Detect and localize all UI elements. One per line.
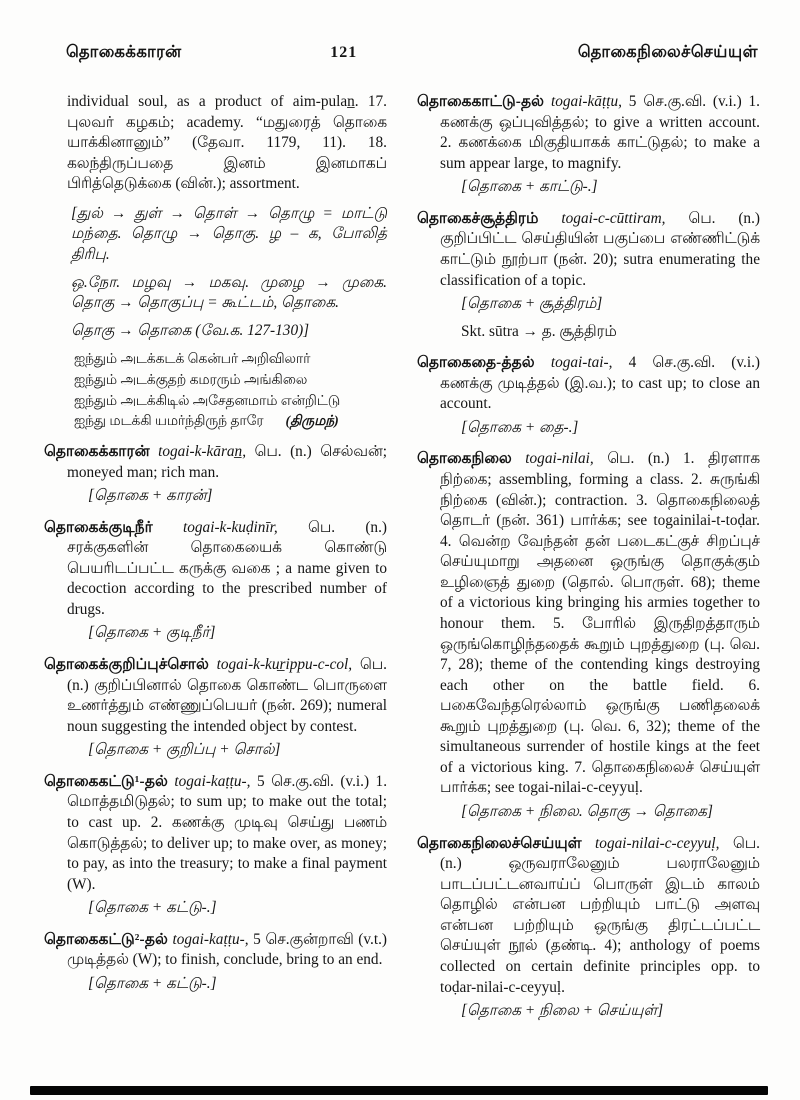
- entry-transliteration: togai-tai-,: [550, 354, 613, 372]
- entry-text: [417, 209, 760, 291]
- continuation-paragraph: individual soul, as a product of aim-pulan̲. 17. புலவர் கழகம்; academy. “மதுரைத் தொகை யாக்கினானும்” (தேவா. 1179, 11). 18. கலந்திருப்பதை இனம் இனமாகப் பிரித்தெடுக்கை (வின்.); assortment.: [67, 93, 387, 193]
- dictionary-entry: [417, 834, 760, 1022]
- entry-transliteration: togai-k-kāran̲,: [158, 442, 247, 460]
- entry-text: [44, 442, 387, 483]
- entry-headword: தொகைக்குடிநீர்: [44, 518, 153, 536]
- header-guide-word-left: தொகைக்காரன்: [66, 42, 182, 61]
- entry-definition: 5 செ.கு.வி. (v.i.) 1. மொத்தமிடுதல்; to sum up; to make out the total; to cast up. 2. கணக்கு முடிவு செய்து பணம் கொடுத்தல்; to deliver up; to make over, as money; to pay, as into the treasury; to make a final payment (W).: [67, 772, 388, 893]
- page-number: 121: [330, 44, 358, 61]
- two-column-body: [0, 64, 800, 1033]
- scan-edge-bar: [30, 1086, 768, 1095]
- entry-headword: தொகைக்குறிப்புச்சொல்: [44, 656, 209, 673]
- entry-etymology: [தொகை + கட்டு-.]: [88, 974, 217, 992]
- entry-etymology: [தொகை + காட்டு-.]: [461, 178, 598, 196]
- entry-loanword-note: Skt. sūtra → த. சூத்திரம்: [461, 322, 617, 340]
- entry-headword: தொகைதை-த்தல்: [417, 354, 535, 372]
- header-guide-word-right: தொகைநிலைச்செய்யுள்: [577, 42, 758, 61]
- entry-transliteration: togai-kaṭṭu-,: [174, 772, 251, 790]
- entry-definition: 5 செ.குன்றாவி (v.t.) முடித்தல் (W); to finish, conclude, bring to an end.: [67, 930, 387, 969]
- dictionary-entry: [417, 92, 760, 198]
- verse-line: ஐந்தும் அடக்குதற் கமரரும் அங்கிலை: [74, 371, 308, 387]
- dictionary-entry: [417, 449, 760, 822]
- entry-transliteration: togai-nilai,: [525, 450, 594, 468]
- entry-etymology: [தொகை + நிலை + செய்யுள்]: [461, 1002, 664, 1020]
- entry-etymology: [தொகை + குறிப்பு + சொல்]: [88, 741, 281, 759]
- entry-transliteration: togai-kāṭṭu,: [550, 93, 622, 110]
- entry-headword: தொகைகாட்டு-தல்: [417, 93, 545, 110]
- entry-headword: தொகைச்சூத்திரம்: [417, 209, 539, 227]
- entry-headword: தொகைகட்டு¹-தல்: [44, 772, 168, 790]
- entry-definition: பெ. (n.) 1. திரளாக நிற்கை; assembling, forming a class. 2. சுருங்கி நிற்கை (வின்.); contraction. 3. தொகைநிலைத் தொடர் (நன். 361) பார்க்க; see togainilai-t-toḍar. 4. வென்ற வேந்தன் தன் படைகட்குச் சிறப்புச் செய்யுமாறு அதனை ஒருங்கு தொகுக்கும் உழிஞைத் துறை (தொல். பொருள். 68); theme of a victorious king bringing his armies together to honour them. 5. போரில் இருதிறத்தாரும் ஒருங்கொழிந்ததைக் கூறும் புறத்துறை (பு. வெ. 7, 28); theme of the contending kings destroying each other on the battle field. 6. பகைவேந்தரெல்லாம் ஒருங்கு பணிதலைக் கூறும் புறத்துறை (பு. வெ. 6, 32); theme of the simultaneous surrender of hostile kings at the feet of a victorious king. 7. தொகைநிலைச் செய்யுள் பார்க்க; see togai-nilai-c-ceyyuḷ.: [440, 450, 760, 797]
- dictionary-entry: [44, 930, 387, 995]
- derivation-line: தொகு → தொகை (வே.க. 127-130)]: [71, 321, 310, 339]
- right-column: [417, 92, 760, 1033]
- dictionary-entry: [44, 655, 387, 761]
- derivation-line: ஒ.நோ. மழவு → மகவு. முழை → முகை. தொகு → தொகுப்பு = கூட்டம், தொகை.: [71, 273, 387, 312]
- entry-etymology: [தொகை + தை-.]: [461, 418, 579, 436]
- dictionary-entry: [44, 442, 387, 507]
- dictionary-entry: [44, 518, 387, 644]
- verse-line-text: ஐந்து மடக்கி யமர்ந்திருந் தாரே: [74, 413, 264, 429]
- verse-line: ஐந்தும் அடக்கடக் கென்பர் அறிவிலார்: [74, 351, 311, 367]
- entry-text: [417, 353, 760, 415]
- entry-headword: தொகைகட்டு²-தல்: [44, 930, 168, 948]
- entry-definition: 5 செ.கு.வி. (v.i.) 1. கணக்கு ஒப்புவித்தல்; to give a written account. 2. கணக்கை மிகுதியாகக் காட்டுதல்; to make a sum appear large, to magnify.: [440, 93, 761, 172]
- verse-quote: [74, 349, 387, 432]
- entry-text: [417, 92, 760, 174]
- dictionary-entry: [417, 353, 760, 438]
- left-column: [44, 92, 387, 1033]
- entry-headword: தொகைநிலைச்செய்யுள்: [417, 834, 582, 852]
- entry-headword: தொகைக்காரன்: [44, 442, 150, 460]
- entry-transliteration: togai-k-kur̲ippu-c-col,: [216, 656, 353, 673]
- entry-definition: 4 செ.கு.வி. (v.i.) கணக்கு முடித்தல் (இ.வ.); to cast up; to close an account.: [440, 354, 760, 413]
- entry-definition: பெ. (n.) சரக்குகளின் தொகையைக் கொண்டு பெயரிடப்பட்ட கருக்கு வகை ; a name given to decoction according to the prescribed number of drugs.: [67, 518, 387, 618]
- running-header: [0, 0, 800, 64]
- entry-etymology: [தொகை + கட்டு-.]: [88, 899, 217, 917]
- entry-transliteration: togai-c-cūttiram,: [561, 209, 666, 227]
- entry-definition: பெ. (n.) குறிப்பினால் தொகை கொண்ட பொருளை உணர்த்தும் எண்ணுப்பெயர் (நன். 269); numeral noun suggesting the intended object by contest.: [67, 656, 387, 735]
- entry-transliteration: togai-kaṭṭu-,: [172, 930, 249, 948]
- entry-transliteration: togai-k-kuḍinīr,: [183, 518, 278, 536]
- entry-text: [417, 449, 760, 799]
- entry-etymology: [தொகை + காரன்]: [88, 487, 213, 505]
- entry-etymology: [தொகை + சூத்திரம்]: [461, 295, 603, 313]
- verse-source: (திருமந்): [285, 413, 339, 429]
- entry-text: [417, 834, 760, 999]
- entry-transliteration: togai-nilai-c-ceyyuḷ,: [595, 834, 720, 852]
- entry-text: [44, 518, 387, 621]
- dictionary-entry: [44, 772, 387, 919]
- entry-definition: பெ. (n.) ஒருவராலேனும் பலராலேனும் பாடப்பட்டனவாய்ப் பொருள் இடம் காலம் தொழில் என்பன பற்றியும் பாட்டு அளவு என்பன பற்றியும் ஒருங்கு திரட்டப்பட்ட செய்யுள் நூல் (தண்டி. 4); anthology of poems collected on certain definite principles opp. to toḍar-nilai-c-ceyyuḷ.: [440, 834, 761, 996]
- entry-definition: பெ. (n.) குறிப்பிட்ட செய்தியின் பகுப்பை எண்ணிட்டுக் காட்டும் நூற்பா (நன். 20); sutra enumerating the classification of a topic.: [440, 209, 760, 289]
- entry-definition: பெ. (n.) செல்வன்; moneyed man; rich man.: [67, 442, 387, 481]
- entry-headword: தொகைநிலை: [417, 450, 512, 468]
- verse-line: [74, 411, 387, 432]
- dictionary-entry: [417, 209, 760, 342]
- entry-text: [44, 930, 387, 971]
- derivation-line: [துல் → துள் → தொள் → தொழு = மாட்டு மந்தை. தொழு → தொகு. ழ – க, போலித் திரிபு.: [71, 204, 387, 263]
- entry-etymology: [தொகை + நிலை. தொகு → தொகை]: [461, 803, 713, 820]
- entry-text: [44, 772, 387, 895]
- verse-line: ஐந்தும் அடக்கிடில் அசேதனமாம் என்றிட்டு: [74, 392, 341, 408]
- entry-text: [44, 655, 387, 737]
- etymology-derivation-block: [71, 204, 387, 341]
- entry-etymology: [தொகை + குடிநீர்]: [88, 624, 216, 642]
